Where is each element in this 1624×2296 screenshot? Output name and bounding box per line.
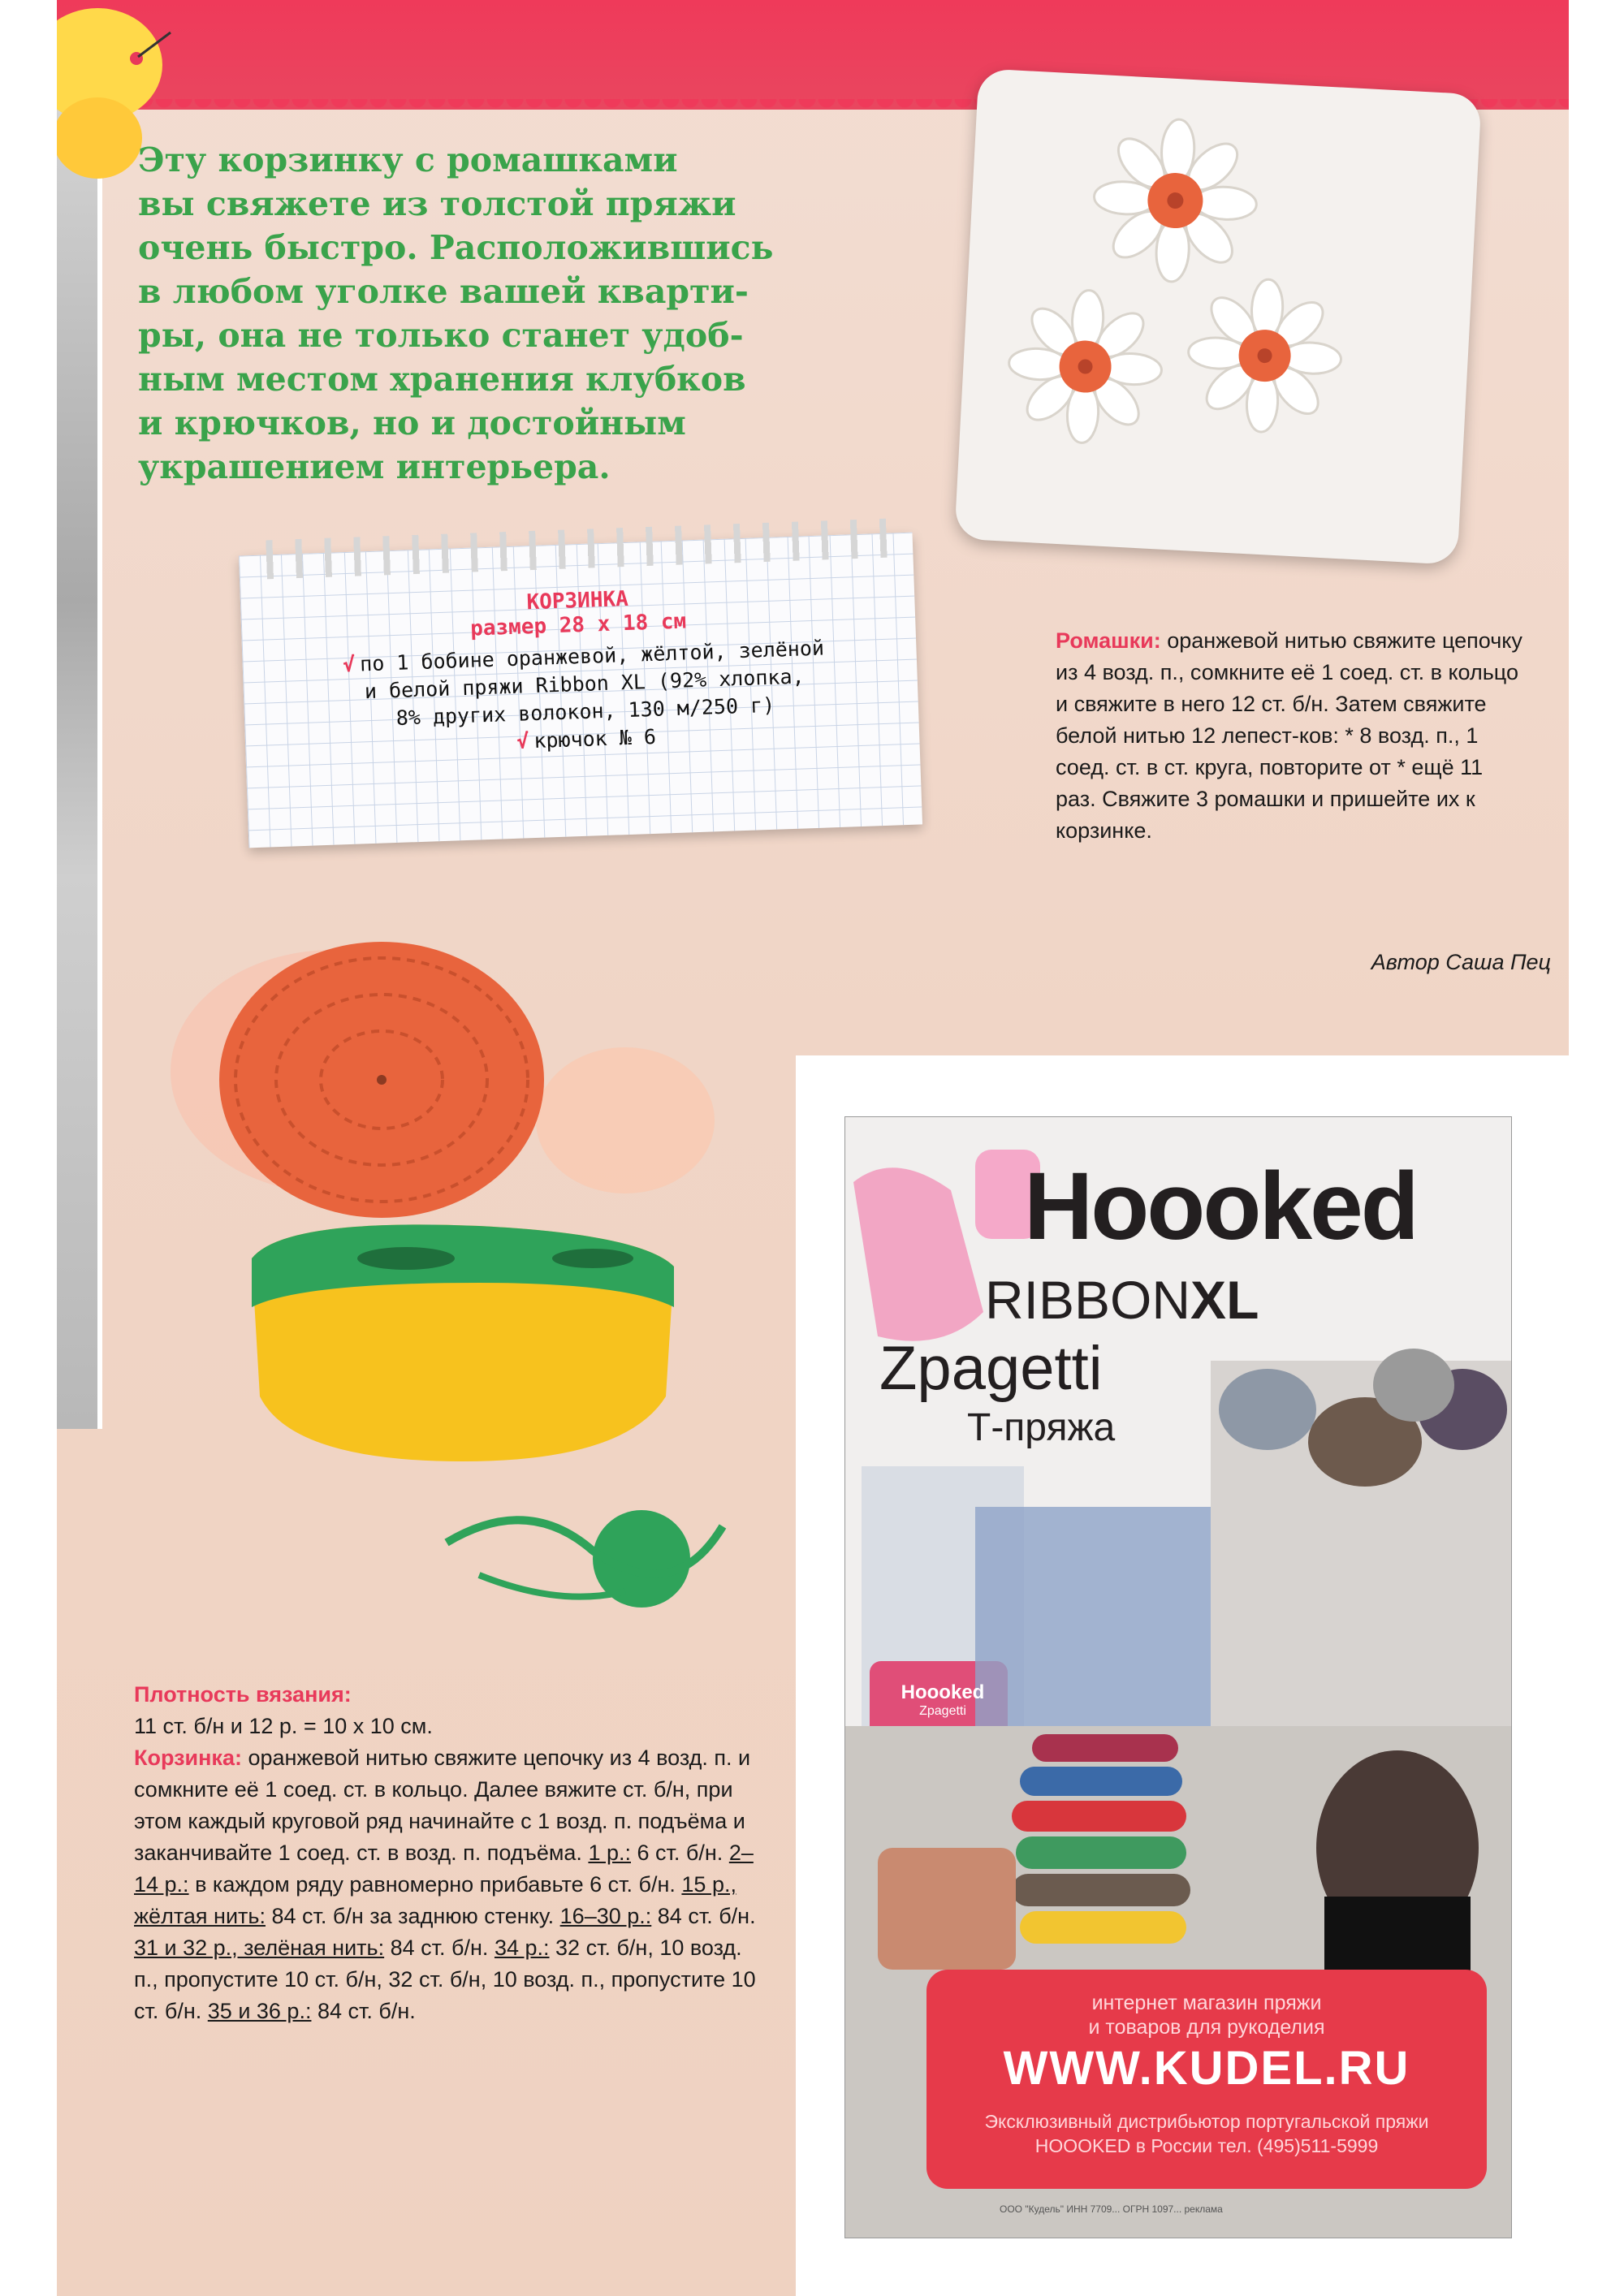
materials-sticker: [239, 533, 922, 848]
intro-line: ным местом хранения клубков: [138, 360, 746, 399]
row-text: в каждом ряду равномерно прибавьте 6 ст. б/н.: [195, 1872, 676, 1897]
hoooked-advertisement: [796, 1055, 1569, 2296]
row-text: 84 ст. б/н.: [390, 1936, 489, 1960]
ad-frame: [844, 1116, 1512, 2238]
intro-line: ры, она не только станет удоб-: [138, 316, 744, 355]
basket-intro: оранжевой нитью свяжите цепочку из 4 возд. п. и сомкните её 1 соед. ст. в кольцо. Далее вяжите ст. б/н, при этом каждый круговой ряд начинайте с 1 возд. п. подъёма и заканчивайте 1 соед. ст. в возд. п. подъёма.: [134, 1746, 751, 1865]
notebook-rings: [254, 518, 896, 580]
row-text: 84 ст. б/н за заднюю стенку.: [271, 1904, 555, 1928]
left-edge-photo: [57, 49, 97, 1429]
shop-url-link[interactable]: WWW.KUDEL.RU: [1003, 2042, 1410, 2095]
project-title: КОРЗИНКА: [526, 586, 629, 615]
daisies-photo: [954, 68, 1482, 565]
basket-steps: [134, 1742, 759, 2027]
row-label: 35 и 36 р.:: [207, 1999, 312, 2023]
gauge-label: Плотность вязания:: [134, 1682, 352, 1707]
product-zpagetti: Zpagetti: [879, 1334, 1103, 1403]
hook-line: √ крючок № 6: [516, 724, 657, 753]
gauge-text: 11 ст. б/н и 12 р. = 10 х 10 см.: [134, 1714, 433, 1738]
row-label: 15 р., жёлтая нить:: [134, 1872, 736, 1928]
yarn-line: 8% других волокон, 130 м/250 г): [395, 693, 775, 730]
ad-fine-print: ООО "Кудель" ИНН 7709... ОГРН 1097... реклама: [1000, 2203, 1223, 2215]
checkmark-icon: √: [342, 652, 356, 677]
checkmark-icon: √: [516, 729, 529, 753]
daisy-motif: [1185, 275, 1345, 436]
brand-logo: Hoooked: [1024, 1153, 1417, 1260]
intro-line: вы свяжете из толстой пряжи: [138, 184, 736, 223]
basket-body: [252, 1224, 674, 1461]
daisy-motif: [1090, 115, 1260, 286]
row-label: 1 р.:: [588, 1841, 631, 1865]
row-text: 84 ст. б/н.: [317, 1999, 416, 2023]
intro-line: в любом уголке вашей кварти-: [138, 272, 749, 311]
materials-list: [266, 632, 903, 764]
row-label: 16–30 р.:: [559, 1904, 652, 1928]
row-label: 2–14 р.:: [134, 1841, 754, 1897]
yarn-ball: [447, 1510, 723, 1608]
row-text: 84 ст. б/н.: [657, 1904, 756, 1928]
row-text: 32 ст. б/н, 10 возд. п., пропустите 10 ст. б/н, 32 ст. б/н, 10 возд. п., пропустите 10 ст. б/н.: [134, 1936, 756, 2023]
yarn-label: Hoooked Zpagetti: [901, 1681, 985, 1718]
daisy-text: оранжевой нитью свяжите цепочку из 4 возд. п., сомкните её 1 соед. ст. в кольцо и свяжите в него 12 ст. б/н. Затем свяжите белой нитью 12 лепест-ков: * 8 возд. п., 1 соед. ст. в ст. круга, повторите от * ещё 11 раз. Свяжите 3 ромашки и пришейте их к корзинке.: [1056, 628, 1522, 843]
daisy-motif: [1005, 287, 1166, 447]
banner-line1: интернет магазин пряжи и товаров для рукоделия: [1088, 1992, 1325, 2039]
shop-banner: [926, 1970, 1487, 2189]
project-size: размер 28 х 18 см: [469, 609, 687, 641]
intro-line: Эту корзинку с ромашками: [138, 140, 678, 179]
basket-instructions: [134, 1679, 759, 2027]
yarn-line: и белой пряжи Ribbon XL (92% хлопка,: [364, 664, 805, 704]
row-label: 34 р.:: [494, 1936, 550, 1960]
magazine-page: [57, 0, 1569, 2296]
intro-paragraph: [138, 138, 909, 489]
row-label: 31 и 32 р., зелёная нить:: [134, 1936, 385, 1960]
intro-line: очень быстро. Расположившись: [138, 228, 774, 267]
daisy-label: Ромашки:: [1056, 628, 1161, 653]
basket-label: Корзинка:: [134, 1746, 242, 1770]
daisy-instructions: [1056, 625, 1527, 847]
basket-lid: [219, 942, 544, 1218]
author-credit: Автор Саша Пец: [1371, 950, 1551, 974]
intro-line: украшением интерьера.: [138, 447, 611, 486]
intro-line: и крючков, но и достойным: [138, 404, 686, 442]
product-tyarn: Т-пряжа: [967, 1406, 1116, 1449]
banner-distributor: Эксклюзивный дистрибьютор португальской пряжи HOOOKED в России тел. (495)511-5999: [984, 2111, 1429, 2156]
yarn-line: √ по 1 бобине оранжевой, жёлтой, зелёной: [342, 636, 825, 677]
row-text: 6 ст. б/н.: [637, 1841, 723, 1865]
product-ribbon: RIBBONXL: [985, 1270, 1259, 1330]
basket-photo: [138, 877, 788, 1672]
